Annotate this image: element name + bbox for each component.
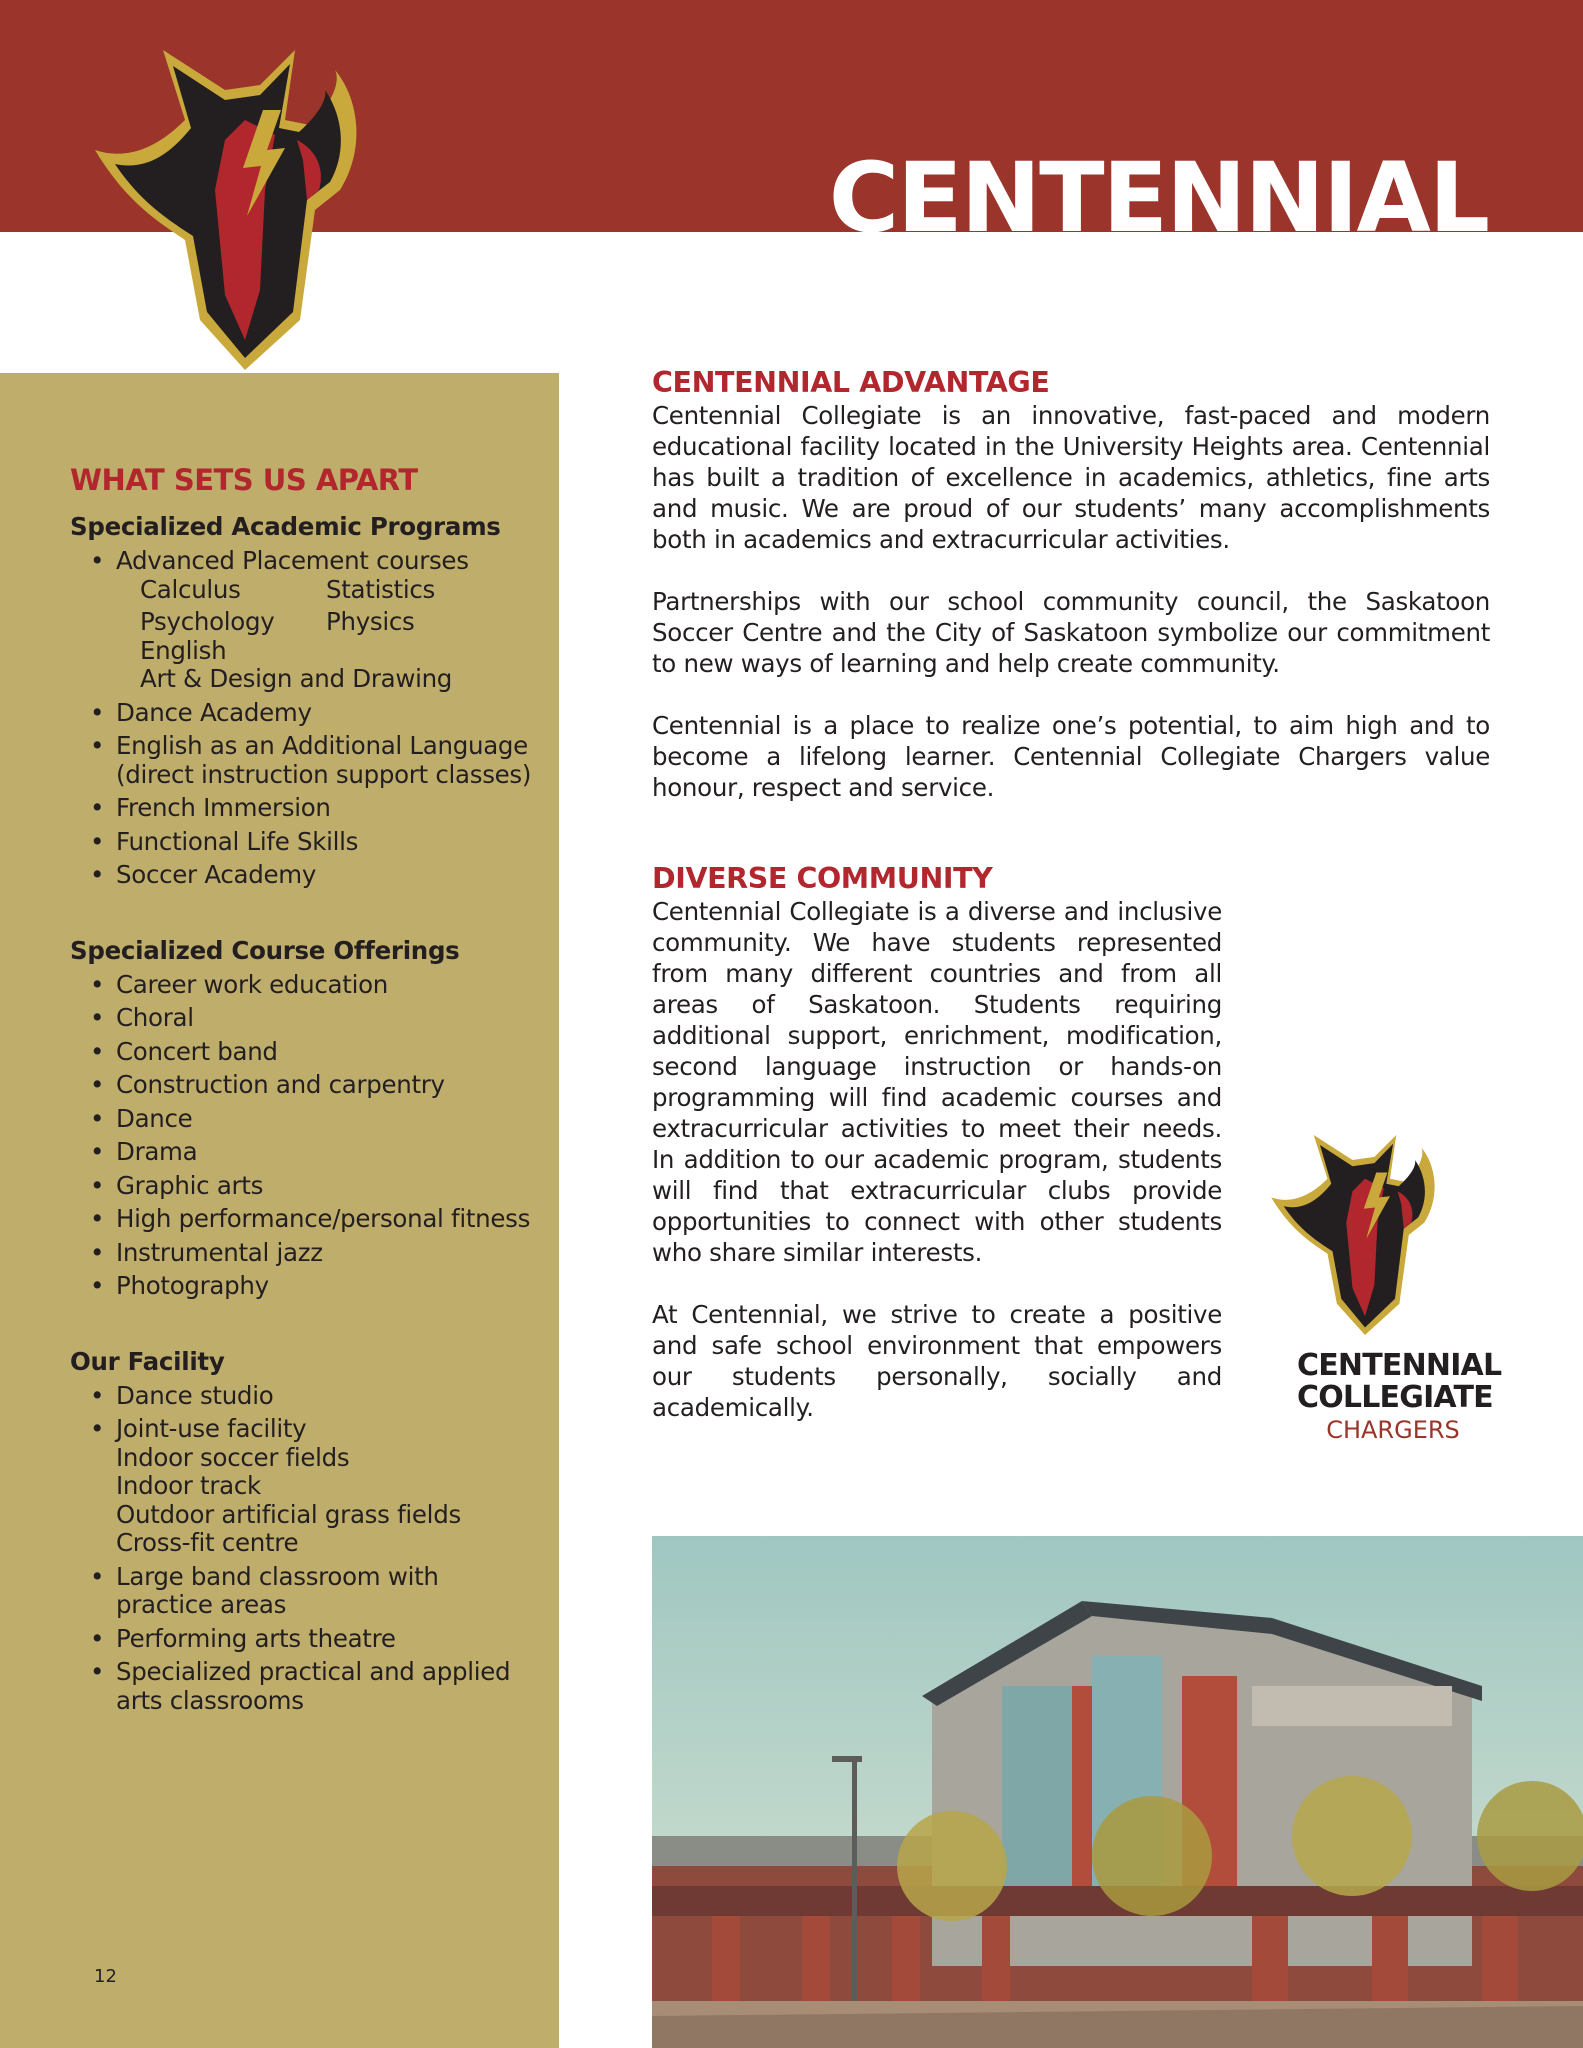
- list-item-text: High performance/personal fitness: [116, 1204, 531, 1233]
- list-item-text: Specialized practical and applied arts classrooms: [116, 1657, 511, 1715]
- list-item-text: Choral: [116, 1003, 194, 1032]
- advantage-paragraph: Partnerships with our school community council, the Saskatoon Soccer Centre and the City of Saskatoon symbolize our commitment to new ways of learning and help create community.: [652, 587, 1490, 678]
- list-item: [70, 1272, 540, 1301]
- bullet-dot-icon: •: [90, 1070, 105, 1099]
- bullet-dot-icon: •: [90, 1137, 105, 1166]
- list-item: [70, 1138, 540, 1167]
- sidebar-panel: [0, 373, 559, 2048]
- brand-wordmark-line2: COLLEGIATE: [1297, 1380, 1493, 1415]
- course-offerings-title: Specialized Course Offerings: [70, 935, 460, 965]
- sidebar-content: [70, 511, 540, 1720]
- ap-course: Calculus: [140, 574, 241, 604]
- list-item-text: Concert band: [116, 1036, 278, 1066]
- list-item: [70, 1382, 540, 1411]
- page-title: CENTENNIAL: [828, 142, 1488, 232]
- bullet-dot-icon: •: [90, 1003, 105, 1032]
- community-heading: DIVERSE COMMUNITY: [652, 862, 993, 895]
- list-item-text: English as an Additional Language (direct instruction support classes): [116, 731, 532, 789]
- list-item: [70, 861, 540, 890]
- list-item: [70, 1172, 540, 1201]
- sublist-item: Indoor track: [116, 1471, 261, 1500]
- advantage-section: [652, 366, 1490, 803]
- list-item: [70, 1239, 540, 1268]
- advantage-paragraph: Centennial is a place to realize one’s potential, to aim high and to become a lifelong learner. Centennial Collegiate Chargers value honour, respect and service.: [652, 711, 1490, 802]
- list-item: [70, 1658, 540, 1715]
- bullet-dot-icon: •: [90, 1036, 105, 1066]
- list-item: [70, 732, 540, 789]
- list-item-text: Photography: [116, 1271, 269, 1300]
- bullet-dot-icon: •: [90, 1103, 105, 1133]
- advantage-heading: CENTENNIAL ADVANTAGE: [652, 366, 1050, 399]
- list-item: [70, 828, 540, 857]
- list-item: [70, 1004, 540, 1033]
- list-item-text: Dance: [116, 1103, 193, 1133]
- list-item: [70, 1415, 540, 1558]
- bullet-dot-icon: •: [90, 1170, 105, 1200]
- spacer: [70, 1306, 540, 1346]
- list-item-text: French Immersion: [116, 793, 331, 822]
- list-item: [70, 1071, 540, 1100]
- list-item: [70, 1625, 540, 1654]
- community-section: [652, 862, 1222, 1423]
- community-paragraph: Centennial Collegiate is a diverse and inclusive community. We have students represented from many different countries and from all areas of Saskatoon. Students requiring additional support, enrichment, modification, second language instruction or hands-on programming will find academic courses and extracurricular activities to meet their needs. In addition to our academic program, students will find that extracurricular clubs provide opportunities to connect with other students who share similar interests.: [652, 897, 1222, 1267]
- joint-use-label: Joint-use facility: [116, 1414, 307, 1443]
- bullet-dot-icon: •: [90, 546, 105, 575]
- bullet-dot-icon: •: [90, 1657, 105, 1686]
- bullet-dot-icon: •: [90, 793, 105, 822]
- facility-title: Our Facility: [70, 1346, 225, 1376]
- charger-horse-logo-icon: [1265, 1128, 1465, 1342]
- list-item-text: Soccer Academy: [116, 860, 317, 889]
- ap-label: Advanced Placement courses: [116, 546, 469, 575]
- bullet-dot-icon: •: [90, 1271, 105, 1300]
- list-item-text: Large band classroom with practice areas: [116, 1561, 439, 1619]
- bullet-dot-icon: •: [90, 697, 105, 727]
- list-item-text: Dance Academy: [116, 697, 312, 727]
- ap-course: Physics: [326, 607, 415, 636]
- page-number: 12: [94, 1966, 117, 1987]
- list-item: [70, 1563, 540, 1620]
- list-item-text: Construction and carpentry: [116, 1070, 445, 1099]
- school-building-photo: [652, 1536, 1583, 2048]
- course-offerings-list: [70, 971, 540, 1301]
- bullet-dot-icon: •: [90, 1623, 105, 1653]
- ap-course: Statistics: [326, 574, 435, 604]
- bullet-dot-icon: •: [90, 860, 105, 889]
- sublist-item: Outdoor artificial grass fields: [116, 1499, 461, 1529]
- ap-course-grid: [116, 576, 540, 637]
- list-item-text: Graphic arts: [116, 1170, 264, 1200]
- ap-course: English: [140, 635, 227, 665]
- list-item-text: Dance studio: [116, 1380, 274, 1410]
- list-item-text: Drama: [116, 1137, 198, 1166]
- joint-use-sublist: [116, 1444, 540, 1558]
- charger-horse-logo-icon: [85, 40, 405, 380]
- bullet-dot-icon: •: [90, 1561, 105, 1591]
- bullet-dot-icon: •: [90, 731, 105, 760]
- list-item: [70, 1105, 540, 1134]
- list-item-text: Career work education: [116, 969, 389, 999]
- bullet-dot-icon: •: [90, 1380, 105, 1410]
- bullet-dot-icon: •: [90, 969, 105, 999]
- list-item: [70, 794, 540, 823]
- ap-course: Psychology: [140, 607, 275, 636]
- sublist-item: Indoor soccer fields: [116, 1442, 350, 1472]
- advantage-paragraph: Centennial Collegiate is an innovative, fast-paced and modern educational facility located in the University Heights area. Centennial has built a tradition of excellence in academics, athletics, fine arts and music. We are proud of our students’ many accomplishments both in academics and extracurricular activities.: [652, 401, 1490, 554]
- list-item: [70, 699, 540, 728]
- list-item: [70, 971, 540, 1000]
- list-item-text: Performing arts theatre: [116, 1623, 396, 1653]
- sidebar-heading: WHAT SETS US APART: [70, 463, 418, 497]
- bullet-dot-icon: •: [90, 1204, 105, 1233]
- brand-wordmark-line3: CHARGERS: [1326, 1416, 1460, 1444]
- bullet-dot-icon: •: [90, 1237, 105, 1267]
- bullet-dot-icon: •: [90, 826, 105, 856]
- list-item: [70, 1038, 540, 1067]
- academic-programs-title: Specialized Academic Programs: [70, 512, 501, 541]
- list-item: [70, 547, 540, 694]
- list-item-text: Functional Life Skills: [116, 826, 359, 856]
- list-item-text: Instrumental jazz: [116, 1237, 323, 1267]
- list-item: [70, 1205, 540, 1234]
- community-paragraph: At Centennial, we strive to create a positive and safe school environment that empowers our students personally, socially and academically.: [652, 1300, 1222, 1422]
- spacer: [70, 895, 540, 935]
- facility-list: [70, 1382, 540, 1716]
- ap-course: Art & Design and Drawing: [140, 664, 453, 693]
- sublist-item: Cross-fit centre: [116, 1528, 299, 1557]
- bullet-dot-icon: •: [90, 1414, 105, 1443]
- brand-wordmark-line1: CENTENNIAL: [1297, 1348, 1502, 1383]
- academic-programs-list: [70, 547, 540, 890]
